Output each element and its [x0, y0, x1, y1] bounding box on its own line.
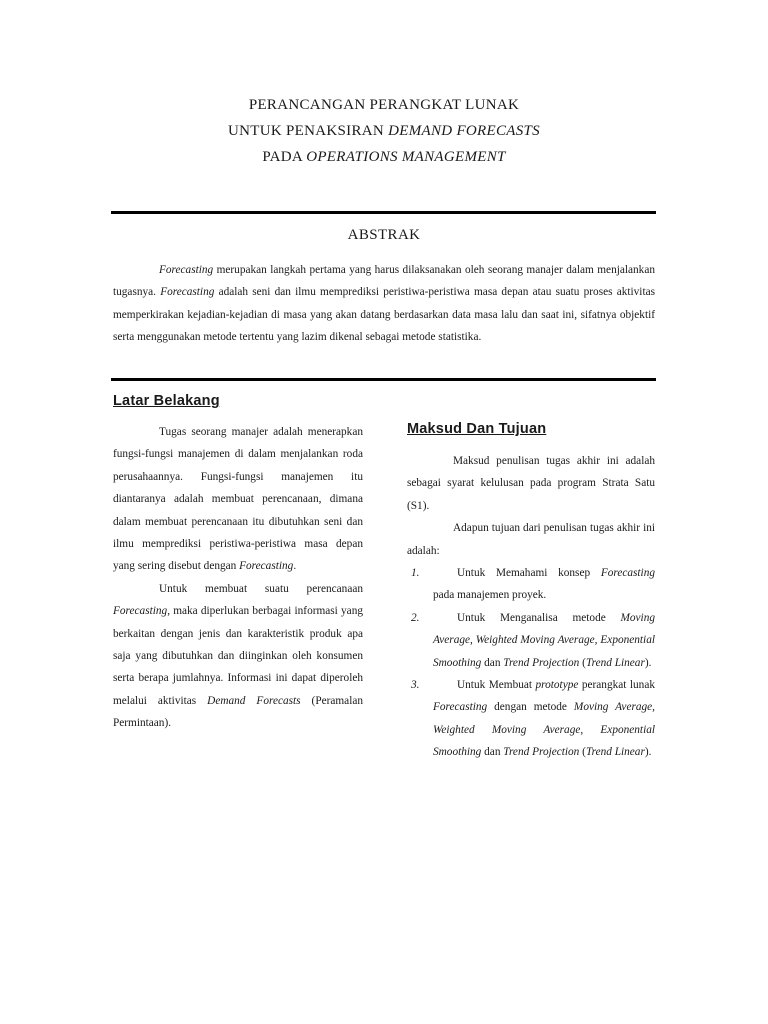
- list-number: 1.: [411, 567, 420, 580]
- list-item-text: [433, 607, 655, 674]
- maksud-paragraph-2: Adapun tujuan dari penulisan tugas akhir ini adalah:: [407, 522, 655, 557]
- li3-text-3: dengan metode: [487, 701, 574, 714]
- li3-italic-4: Trend Projection: [503, 746, 580, 759]
- abstract-body: [113, 259, 655, 349]
- list-item: [407, 607, 655, 674]
- li3-text-1: Untuk Membuat: [457, 679, 536, 692]
- title-line-2: [0, 118, 768, 144]
- abstract-text-1: merupakan langkah pertama yang harus dilaksanakan oleh seorang manajer dalam menjalankan tugasnya.: [113, 264, 655, 299]
- li1-text-2: pada manajemen proyek.: [433, 589, 547, 602]
- list-item-text: [433, 674, 655, 764]
- lb-p2-text-2: , maka diperlukan berbagai informasi yang berkaitan dengan jenis dan karakteristik produk apa saja yang dibutuhkan dan diinginkan oleh konsumen serta berapa jumlahnya. Informasi ini dapat diperoleh melalui aktivitas: [113, 605, 363, 707]
- abstract-italic-2: Forecasting: [160, 286, 215, 299]
- li2-italic-2: Trend Projection: [503, 656, 580, 669]
- title-line-3-italic: OPERATIONS MANAGEMENT: [306, 149, 506, 165]
- li3-text-4: dan: [481, 746, 504, 759]
- li2-text-1: Untuk Menganalisa metode: [457, 611, 621, 624]
- bottom-divider: [111, 378, 656, 381]
- maksud-tujuan-section: [407, 421, 655, 764]
- li2-italic-1: Moving Average, Weighted Moving Average, Exponential Smoothing: [433, 611, 655, 669]
- li3-italic-5: Trend Linear: [585, 746, 645, 759]
- li2-text-2: dan: [481, 656, 504, 669]
- maksud-paragraph-1: Maksud penulisan tugas akhir ini adalah sebagai syarat kelulusan pada program Strata Satu (S1).: [407, 455, 655, 512]
- lb-p2-text-1: Untuk membuat suatu perencanaan: [159, 582, 363, 595]
- li2-text-3: (: [579, 656, 586, 669]
- title-line-3: [0, 144, 768, 170]
- li3-italic-1: prototype: [535, 679, 579, 692]
- maksud-tujuan-heading: Maksud Dan Tujuan: [407, 421, 547, 437]
- top-divider: [111, 211, 656, 214]
- latar-belakang-heading: Latar Belakang: [113, 393, 220, 409]
- li3-italic-2: Forecasting: [433, 701, 488, 714]
- list-item-text: [433, 562, 655, 607]
- li1-text-1: Untuk Memahami konsep: [457, 567, 601, 580]
- list-item: [407, 562, 655, 607]
- li2-text-4: ).: [644, 656, 652, 669]
- li1-italic-1: Forecasting: [600, 567, 655, 580]
- lb-p1-italic: Forecasting: [239, 560, 294, 573]
- title-line-2-text: UNTUK PENAKSIRAN: [228, 123, 389, 139]
- tujuan-list: [407, 562, 655, 764]
- lb-p2-italic-2: Demand Forecasts: [207, 694, 301, 707]
- list-number: 3.: [411, 679, 420, 692]
- lb-p1-end: .: [293, 560, 297, 573]
- lb-p1-text: Tugas seorang manajer adalah menerapkan fungsi-fungsi manajemen di dalam menjalankan roda perusahaannya. Fungsi-fungsi manajemen itu diantaranya adalah membuat perencanaan, dimana dalam membuat perencanaan itu dibutuhkan seni dan ilmu memprediksi peristiwa-peristiwa masa depan yang sering disebut dengan: [113, 426, 363, 573]
- li3-italic-3: Moving Average, Weighted Moving Average, Exponential Smoothing: [433, 701, 655, 759]
- latar-belakang-paragraph-1: [113, 421, 363, 578]
- lb-p2-italic-1: Forecasting: [113, 605, 168, 618]
- list-number: 2.: [411, 611, 420, 624]
- abstract-heading: ABSTRAK: [347, 227, 421, 243]
- title-line-3-text: PADA: [262, 149, 307, 165]
- abstract-italic-1: Forecasting: [159, 264, 214, 276]
- document-title: [0, 92, 768, 170]
- abstract-text-2: adalah seni dan ilmu memprediksi peristiwa-peristiwa masa depan atau suatu proses aktivitas memperkirakan kejadian-kejadian di masa yang akan datang berdasarkan data masa lalu dan saat ini, sifatnya objektif serta menggunakan metode tertentu yang lazim dikenal sebagai metode statistika.: [113, 286, 655, 344]
- li3-text-6: ).: [644, 746, 652, 759]
- latar-belakang-section: [113, 393, 363, 735]
- list-item: [407, 674, 655, 764]
- li3-text-2: perangkat lunak: [578, 679, 655, 692]
- li3-text-5: (: [579, 746, 586, 759]
- lb-p2-text-3: (Peramalan Permintaan).: [113, 694, 363, 730]
- title-line-2-italic: DEMAND FORECASTS: [388, 123, 540, 139]
- latar-belakang-paragraph-2: [113, 578, 363, 735]
- li2-italic-3: Trend Linear: [585, 656, 645, 669]
- title-line-1: PERANCANGAN PERANGKAT LUNAK: [248, 97, 520, 113]
